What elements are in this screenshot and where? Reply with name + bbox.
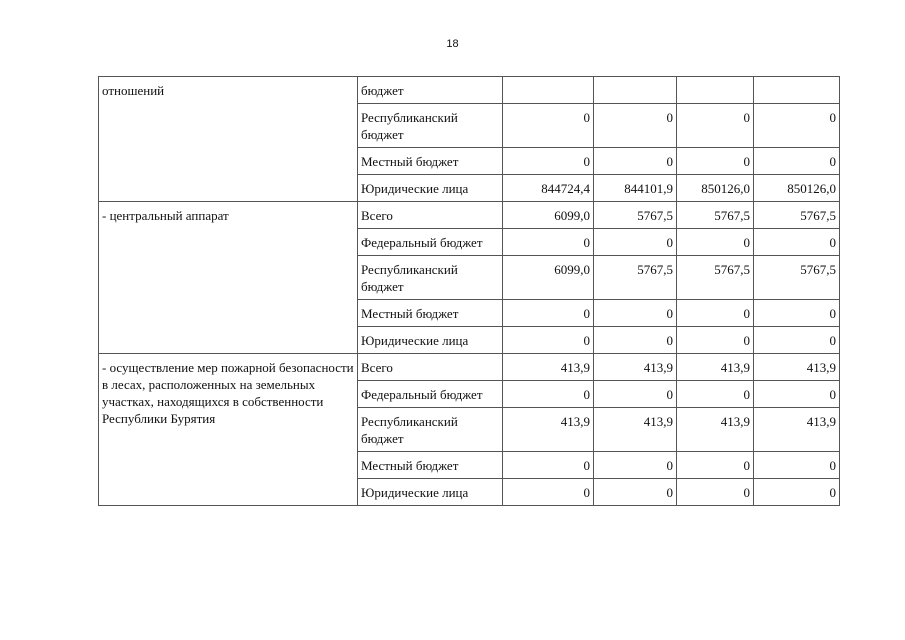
value-cell: 413,9	[677, 354, 754, 381]
value-cell: 0	[594, 148, 677, 175]
value-cell: 6099,0	[503, 256, 594, 300]
value-cell: 413,9	[754, 408, 840, 452]
value-cell: 5767,5	[594, 256, 677, 300]
value-cell: 413,9	[594, 408, 677, 452]
value-cell: 0	[677, 229, 754, 256]
funding-source-cell: Юридические лица	[358, 479, 503, 506]
funding-source-cell: Местный бюджет	[358, 300, 503, 327]
value-cell: 5767,5	[594, 202, 677, 229]
activity-name-cell: - центральный аппарат	[99, 202, 358, 354]
value-cell: 0	[503, 452, 594, 479]
budget-table-body	[99, 77, 840, 506]
activity-name-cell: - осуществление мер пожарной безопасности в лесах, расположенных на земельных участках, находящихся в собственности Республики Бурятия	[99, 354, 358, 506]
value-cell: 0	[677, 479, 754, 506]
value-cell: 0	[503, 104, 594, 148]
value-cell: 5767,5	[754, 256, 840, 300]
table-row	[99, 354, 840, 381]
table-row	[99, 77, 840, 104]
value-cell: 0	[754, 479, 840, 506]
value-cell: 0	[594, 300, 677, 327]
value-cell: 0	[594, 104, 677, 148]
value-cell: 850126,0	[677, 175, 754, 202]
value-cell: 413,9	[503, 408, 594, 452]
value-cell: 0	[503, 229, 594, 256]
funding-source-cell: Федеральный бюджет	[358, 229, 503, 256]
value-cell: 0	[503, 148, 594, 175]
value-cell	[503, 77, 594, 104]
funding-source-cell: Республиканский бюджет	[358, 256, 503, 300]
value-cell: 0	[754, 452, 840, 479]
value-cell: 0	[754, 229, 840, 256]
value-cell: 0	[677, 300, 754, 327]
value-cell: 0	[754, 327, 840, 354]
value-cell	[594, 77, 677, 104]
value-cell: 0	[677, 327, 754, 354]
value-cell: 0	[677, 452, 754, 479]
value-cell: 5767,5	[677, 202, 754, 229]
funding-source-cell: Республиканский бюджет	[358, 408, 503, 452]
value-cell: 850126,0	[754, 175, 840, 202]
value-cell: 844101,9	[594, 175, 677, 202]
value-cell: 0	[677, 381, 754, 408]
value-cell: 413,9	[754, 354, 840, 381]
value-cell: 0	[594, 381, 677, 408]
budget-table	[98, 76, 840, 506]
value-cell: 0	[754, 381, 840, 408]
funding-source-cell: Федеральный бюджет	[358, 381, 503, 408]
funding-source-cell: Республиканский бюджет	[358, 104, 503, 148]
value-cell: 413,9	[594, 354, 677, 381]
funding-source-cell: Всего	[358, 202, 503, 229]
value-cell: 0	[754, 104, 840, 148]
value-cell: 844724,4	[503, 175, 594, 202]
value-cell: 0	[503, 479, 594, 506]
funding-source-cell: Местный бюджет	[358, 148, 503, 175]
value-cell: 5767,5	[677, 256, 754, 300]
funding-source-cell: Юридические лица	[358, 327, 503, 354]
value-cell: 5767,5	[754, 202, 840, 229]
value-cell: 6099,0	[503, 202, 594, 229]
value-cell: 0	[677, 104, 754, 148]
value-cell: 413,9	[503, 354, 594, 381]
value-cell: 0	[594, 229, 677, 256]
funding-source-cell: Местный бюджет	[358, 452, 503, 479]
value-cell: 0	[594, 327, 677, 354]
value-cell: 0	[503, 327, 594, 354]
value-cell: 0	[594, 452, 677, 479]
activity-name-cell: отношений	[99, 77, 358, 202]
value-cell: 0	[754, 300, 840, 327]
funding-source-cell: Всего	[358, 354, 503, 381]
table-row	[99, 202, 840, 229]
value-cell: 0	[677, 148, 754, 175]
page-number: 18	[446, 38, 459, 50]
value-cell: 413,9	[677, 408, 754, 452]
value-cell: 0	[503, 381, 594, 408]
value-cell: 0	[754, 148, 840, 175]
value-cell	[754, 77, 840, 104]
value-cell	[677, 77, 754, 104]
funding-source-cell: бюджет	[358, 77, 503, 104]
value-cell: 0	[503, 300, 594, 327]
funding-source-cell: Юридические лица	[358, 175, 503, 202]
value-cell: 0	[594, 479, 677, 506]
